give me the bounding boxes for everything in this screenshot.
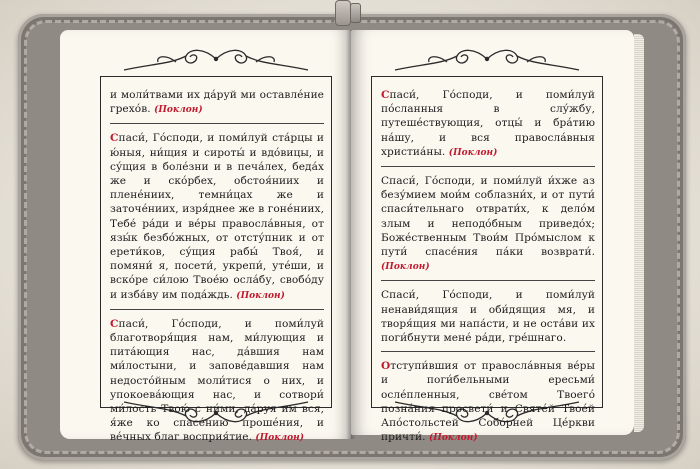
red-initial: С xyxy=(110,317,119,330)
divider xyxy=(381,351,595,352)
right-page xyxy=(351,30,634,444)
prayer-paragraph xyxy=(381,174,595,274)
right-page-text xyxy=(381,88,595,445)
red-initial: О xyxy=(381,360,391,373)
prayer-paragraph xyxy=(381,88,595,160)
zipper-pull xyxy=(335,0,351,26)
paragraph-prefix: Спаси́, xyxy=(381,289,443,302)
page-edges xyxy=(634,34,644,432)
bow-rubric: (Поклон) xyxy=(448,147,498,158)
ornament-top-icon xyxy=(116,44,316,74)
paragraph-body: тступи́вшия от правосла́вныя ве́ры и поги́бельными ересьми́ осле́пленныя, све́том Твоего́ позна́ния просвети́ и Святе́й Твое́й Апо́стольстей Собо́рней Це́ркви причти́. xyxy=(381,360,595,444)
bow-rubric: (Поклон) xyxy=(381,262,430,273)
paragraph-body: паси́, Го́споди, и поми́луй ста́рцы и ю́ныя, ни́щия и сироты́ и вдо́вицы, и су́щия в боле́зни и в печа́лех, беда́х же и ско́рбех, обстоя́ниих и плене́ниих, темни́цах же и заточе́ниих, изря́днее же в гоне́ниих, Тебе́ ра́ди и ве́ры правосла́вныя, от язы́к безбо́жных, от отсту́пник и от ерети́ков, су́щия рабы́ Твоя́, и помяни́ я, посети́, укрепи́, уте́ши, и вско́ре си́лою Твое́ю осла́бу, свобо́ду и изба́ву им пода́ждь. xyxy=(110,132,324,301)
prayer-paragraph xyxy=(110,131,324,302)
bow-rubric: (Поклон) xyxy=(236,290,285,301)
paragraph-body: паси́, Го́споди, и поми́луй благотворя́щия нам, ми́лующия и пита́ющия нас, да́вшия нам ми́лостыни, и запове́давшия нам недосто́йным моли́тися о них, и упокоева́ющия нас, и сотвори́ ми́лость Твою́ с ни́ми, да́руя им вся, я́же ко спасе́нию проше́ния, и ве́чных благ восприя́тие. xyxy=(110,317,324,444)
paragraph-body: Го́споди, и поми́луй и́хже аз безу́мием мои́м соблазни́х, и от пути́ спаси́тельнаго отврати́х, к дело́м злым и неподо́бным приведо́х; Боже́ственным Твои́м Про́мыслом к пути́ спасе́ния па́ки возврати́. xyxy=(381,175,596,259)
red-initial: С xyxy=(110,132,119,145)
prayer-paragraph xyxy=(381,359,595,445)
bow-rubric: (Поклон) xyxy=(255,433,305,444)
ornament-top-icon xyxy=(387,44,587,74)
paragraph-body: паси́, Го́споди, и поми́луй по́сланныя в слу́жбу, путеше́ствующия, отцы́ и бра́тию на́шу, и вся правосла́вныя христиа́ны. xyxy=(381,89,595,158)
zipper-pull-secondary xyxy=(350,3,361,23)
red-initial: С xyxy=(381,89,390,101)
divider xyxy=(381,280,595,281)
left-page-text xyxy=(110,88,324,446)
paragraph-body: и моли́твами их да́руй ми оставле́ние грехо́в. xyxy=(110,89,324,116)
bow-rubric: (Поклон) xyxy=(428,433,478,444)
prayer-paragraph xyxy=(110,88,324,117)
prayer-paragraph xyxy=(381,288,595,345)
bow-rubric: (Поклон) xyxy=(154,105,203,116)
divider xyxy=(110,309,324,310)
paragraph-prefix: Спаси́, xyxy=(381,175,425,188)
left-page xyxy=(60,30,351,444)
divider xyxy=(381,166,595,167)
divider xyxy=(110,123,324,124)
prayer-paragraph xyxy=(110,317,324,446)
paragraph-body: Го́споди, и поми́луй ненави́дящия и оби́дящия мя, и творя́щия ми напа́сти, и не оста́ви их поги́бнути мене́ ра́ди, гре́шнаго. xyxy=(381,289,595,345)
